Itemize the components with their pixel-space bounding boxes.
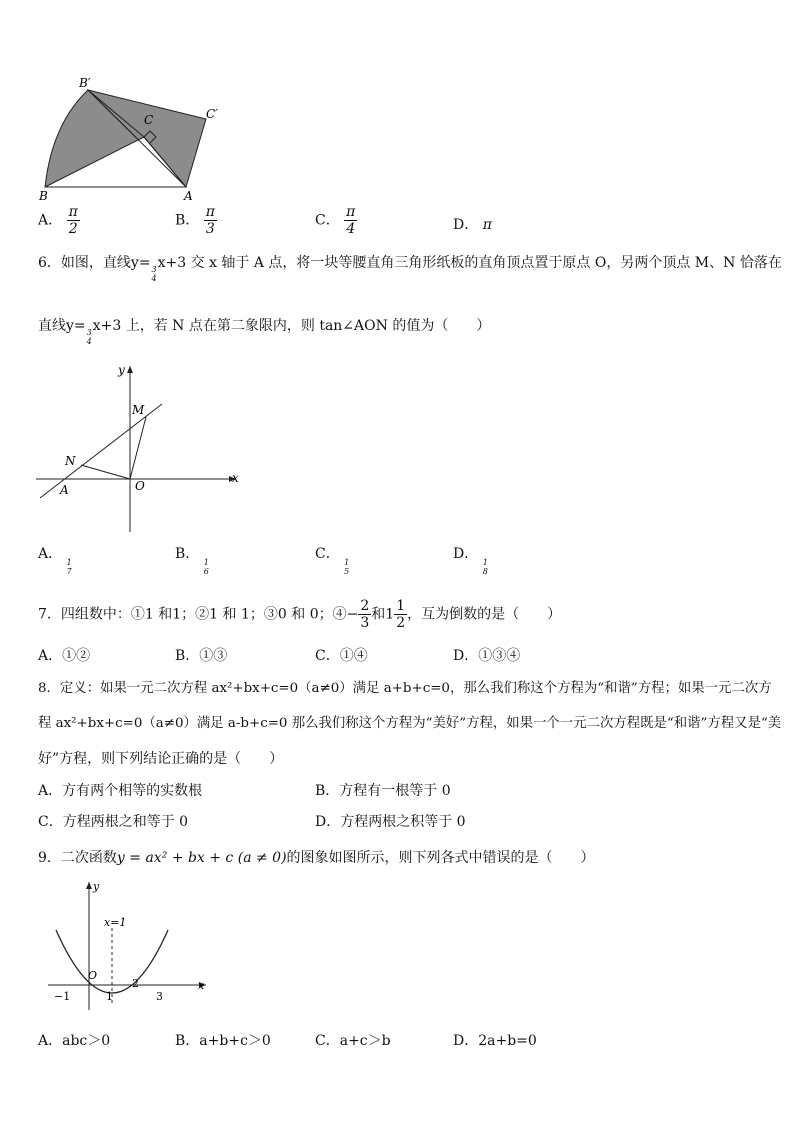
q6-text: x+3 上，若 N 点在第二象限内，则 tan∠AON 的值为（ ） bbox=[92, 318, 491, 334]
q7-stem bbox=[38, 598, 561, 631]
q6-label-x: x bbox=[232, 471, 239, 485]
q5-label-b: B bbox=[39, 189, 48, 203]
coef-num: 3 bbox=[86, 328, 92, 338]
q6-label-m: M bbox=[132, 403, 145, 417]
q5-label-c: C bbox=[144, 113, 154, 127]
q6-figure bbox=[36, 362, 246, 534]
q5-label-a: A bbox=[184, 189, 193, 203]
q9-tick-3: 3 bbox=[156, 990, 163, 1003]
q8-option-c[interactable]: C．方程两根之和等于 0 bbox=[38, 814, 189, 830]
q6-text: 6．如图，直线y= bbox=[38, 255, 151, 271]
q9-text: 9．二次函数 bbox=[38, 850, 117, 866]
q6-option-c[interactable] bbox=[315, 543, 349, 577]
q8-option-d[interactable]: D．方程两根之积等于 0 bbox=[315, 814, 466, 830]
q7-option-a[interactable]: A．①② bbox=[38, 648, 91, 664]
q9-option-d[interactable]: D．2a+b=0 bbox=[453, 1033, 537, 1049]
q5-option-d[interactable] bbox=[453, 214, 492, 234]
q6-text: 直线y= bbox=[38, 318, 86, 334]
option-value: 1 8 bbox=[482, 558, 488, 576]
q5-option-b[interactable] bbox=[175, 204, 217, 237]
q5-figure bbox=[34, 74, 234, 204]
q5-label-cprime: C′ bbox=[206, 107, 218, 121]
coef-den: 4 bbox=[151, 274, 157, 283]
q5-option-a[interactable] bbox=[38, 204, 80, 237]
q9-tick-1: 1 bbox=[106, 990, 113, 1003]
q9-option-a[interactable]: A．abc＞0 bbox=[38, 1033, 111, 1049]
q9-text: 的图象如图所示，则下列各式中错误的是（ ） bbox=[286, 850, 595, 866]
q6-stem-line1 bbox=[38, 252, 782, 284]
q7-text: 和1 bbox=[371, 606, 395, 623]
coef-den: 4 bbox=[86, 337, 92, 346]
q7-option-b[interactable]: B．①③ bbox=[175, 648, 228, 664]
q9-stem bbox=[38, 847, 595, 867]
q6-label-n: N bbox=[65, 454, 76, 468]
q6-stem-line2 bbox=[38, 315, 490, 347]
option-value: 1 6 bbox=[203, 558, 209, 576]
frac-den: 3 bbox=[205, 221, 215, 238]
q6-label-y: y bbox=[118, 363, 125, 377]
q8-option-a[interactable]: A．方有两个相等的实数根 bbox=[38, 783, 203, 799]
q9-formula: y = ax² + bx + c (a ≠ 0) bbox=[116, 850, 287, 866]
q6-label-a: A bbox=[60, 483, 69, 497]
q9-label-axis: x=1 bbox=[104, 916, 127, 929]
option-value: 1 5 bbox=[344, 558, 350, 576]
option-label: B． bbox=[175, 546, 200, 562]
q9-tick-m1: −1 bbox=[54, 990, 71, 1003]
frac-num: 2 bbox=[360, 598, 370, 614]
q8-stem-line2: 程 ax²+bx+c=0（a≠0）满足 a-b+c=0 那么我们称这个方程为“美好”方程，如果一个一元二次方程既是“和谐”方程又是“美 bbox=[38, 716, 782, 731]
q6-option-a[interactable] bbox=[38, 543, 72, 577]
option-label: C． bbox=[315, 546, 340, 562]
q9-figure bbox=[46, 878, 216, 1013]
option-label: B． bbox=[175, 212, 200, 229]
q9-option-b[interactable]: B．a+b+c＞0 bbox=[175, 1033, 271, 1049]
q7-text: 7．四组数中：①1 和1；②1 和 1；③0 和 0；④ bbox=[38, 606, 347, 623]
option-label: A． bbox=[38, 546, 63, 562]
option-value: 1 7 bbox=[66, 558, 72, 576]
q5-label-bprime: B′ bbox=[79, 76, 91, 90]
q6-option-d[interactable] bbox=[453, 543, 488, 577]
q7-neg: − bbox=[346, 606, 359, 623]
coef-num: 3 bbox=[151, 265, 157, 275]
option-label: D． bbox=[453, 217, 479, 233]
option-label: D． bbox=[453, 546, 479, 562]
q6-option-b[interactable] bbox=[175, 543, 209, 577]
frac-num: π bbox=[205, 204, 215, 220]
frac-den: 4 bbox=[346, 221, 356, 238]
frac-num: π bbox=[68, 204, 78, 220]
q9-label-o: O bbox=[88, 969, 98, 982]
q8-option-b[interactable]: B．方程有一根等于 0 bbox=[315, 783, 451, 799]
frac-num: 1 bbox=[396, 598, 406, 614]
option-label: A． bbox=[38, 212, 63, 229]
option-label: C． bbox=[315, 212, 340, 229]
q7-text: ，互为倒数的是（ ） bbox=[407, 606, 562, 623]
q6-label-o: O bbox=[135, 479, 145, 493]
frac-den: 2 bbox=[68, 221, 78, 238]
frac-den: 2 bbox=[396, 615, 406, 632]
q5-option-c[interactable] bbox=[315, 204, 357, 237]
frac-num: π bbox=[346, 204, 356, 220]
q7-option-c[interactable]: C．①④ bbox=[315, 648, 368, 664]
frac-den: 3 bbox=[360, 615, 370, 632]
q6-text: x+3 交 x 轴于 A 点，将一块等腰直角三角形纸板的直角顶点置于原点 O，另两个顶点 M、N 恰落在 bbox=[157, 255, 782, 271]
q8-stem-line1: 8．定义：如果一元二次方程 ax²+bx+c=0（a≠0）满足 a+b+c=0，那么我们称这个方程为“和谐”方程；如果一元二次方 bbox=[38, 681, 772, 696]
q9-tick-2: 2 bbox=[132, 977, 139, 990]
q7-option-d[interactable]: D．①③④ bbox=[453, 648, 521, 664]
q9-label-x: x bbox=[198, 979, 205, 992]
option-text: π bbox=[482, 217, 492, 233]
q8-stem-line3: 好”方程，则下列结论正确的是（ ） bbox=[38, 751, 284, 767]
q9-option-c[interactable]: C．a+c＞b bbox=[315, 1033, 391, 1049]
q9-label-y: y bbox=[93, 880, 100, 893]
